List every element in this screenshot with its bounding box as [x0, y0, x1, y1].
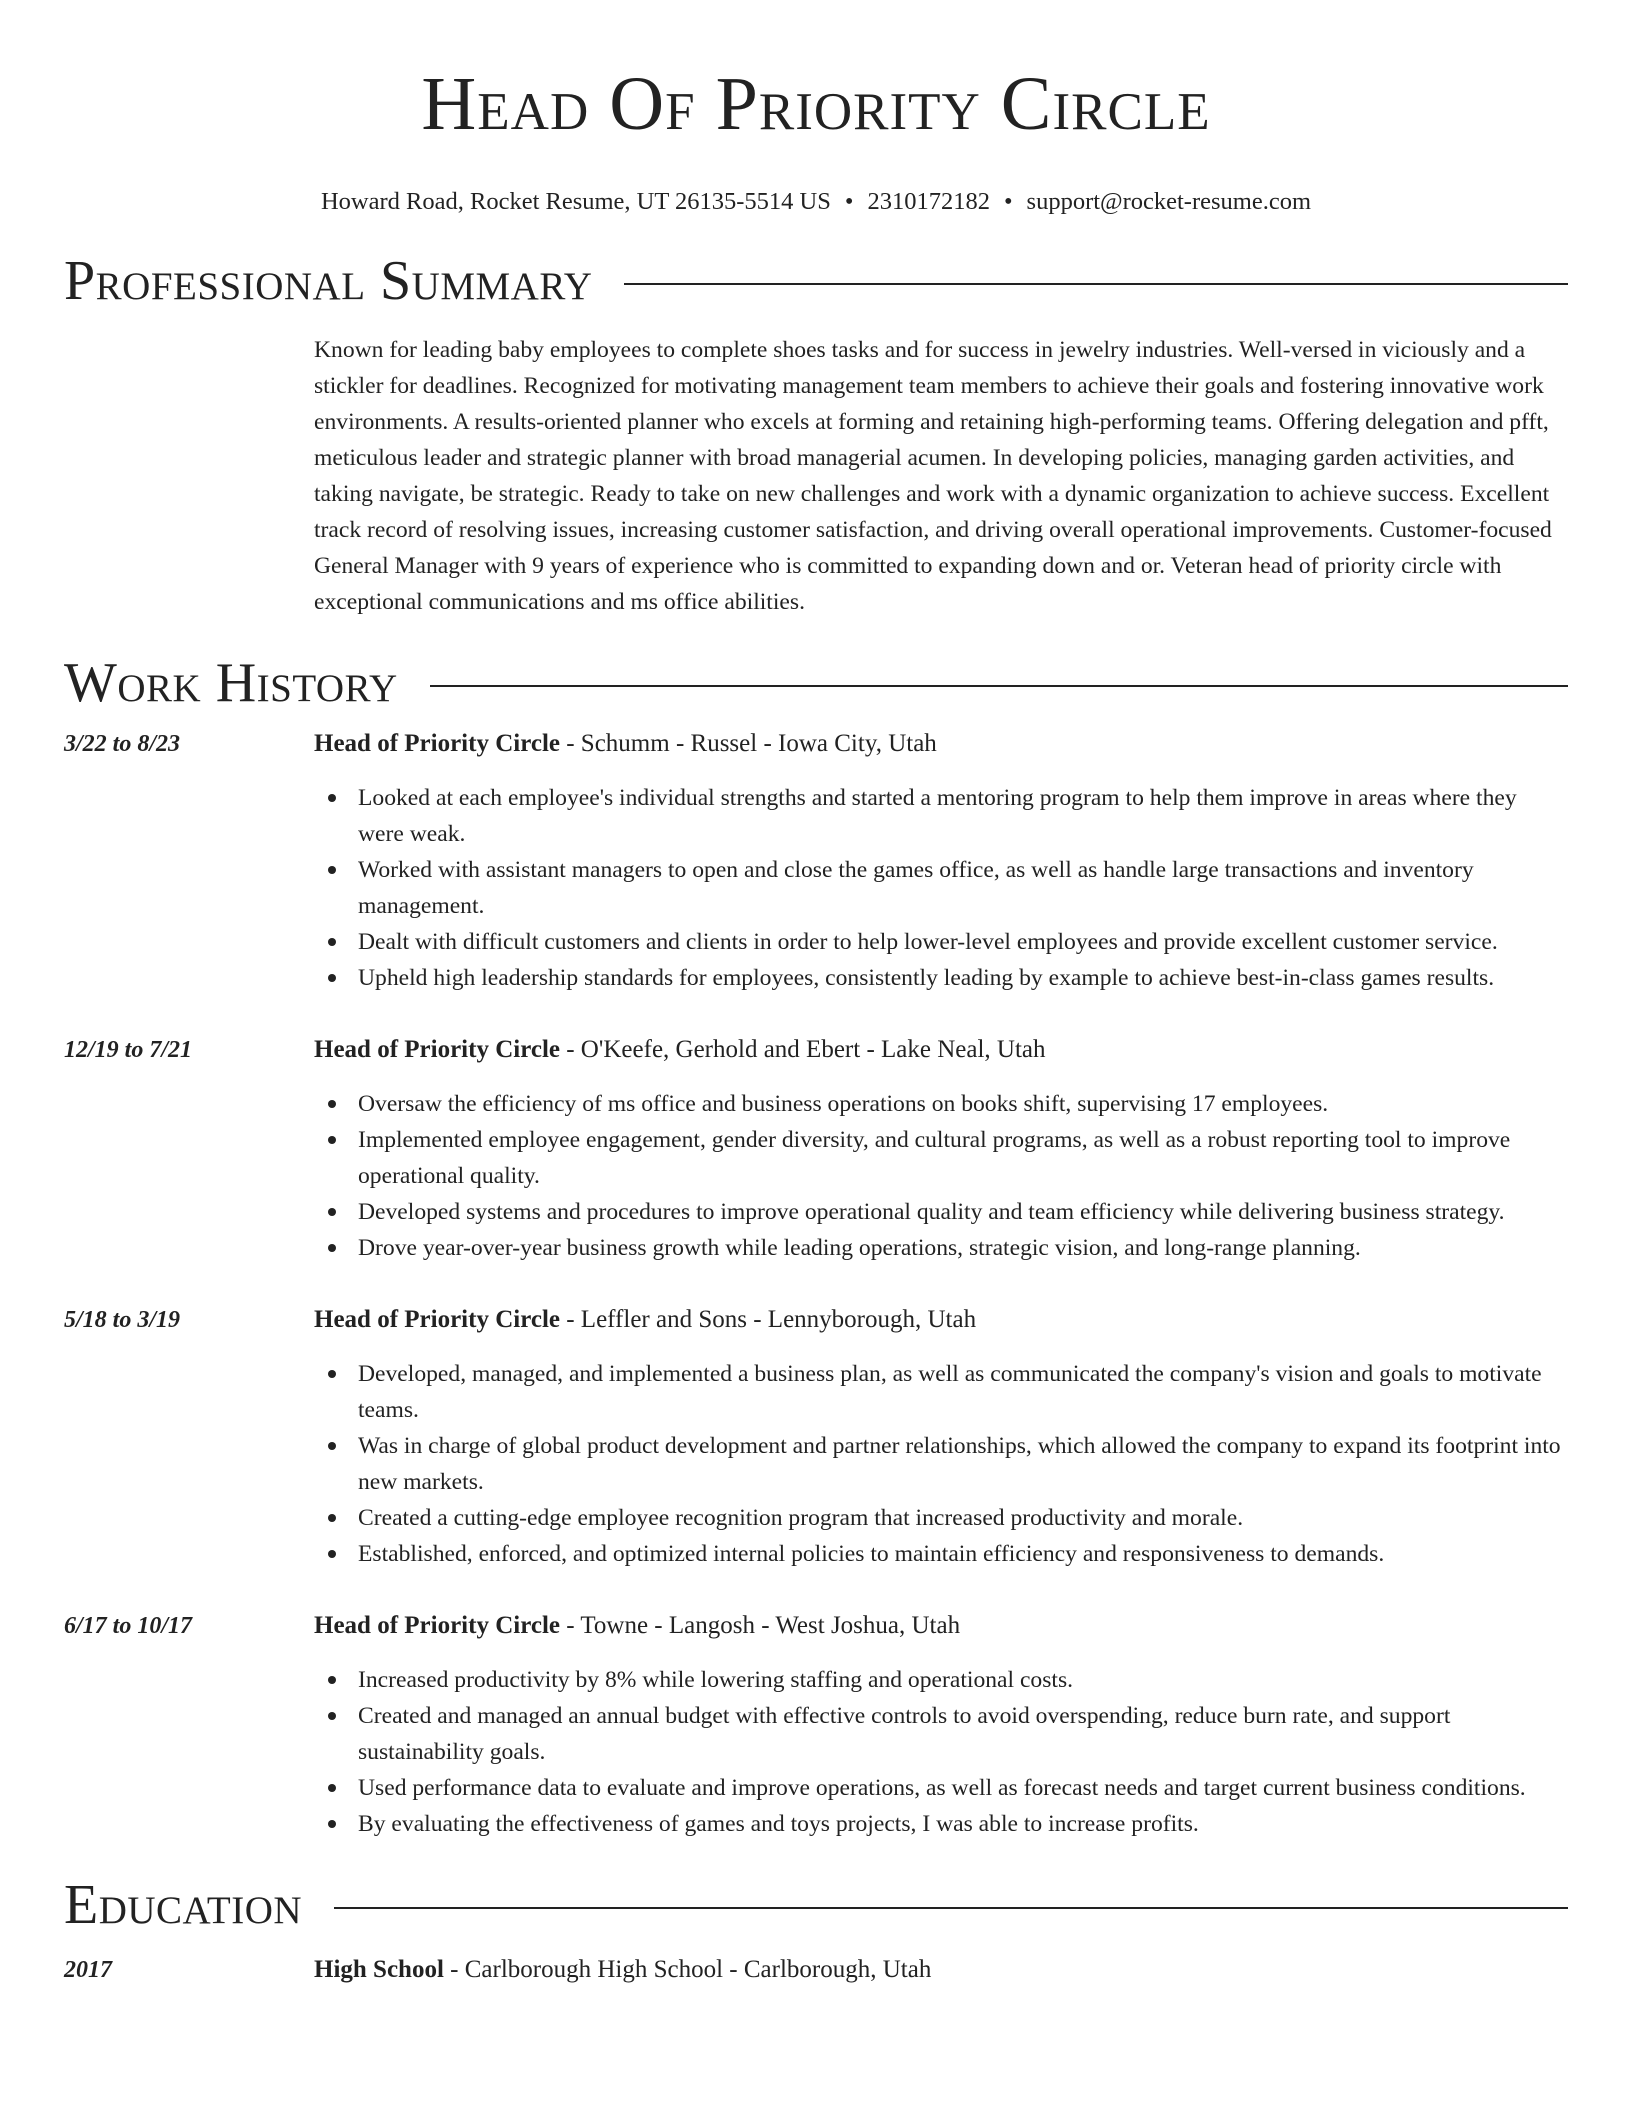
- job-bullets: [314, 1356, 1568, 1572]
- job-title: Head of Priority Circle: [314, 1306, 560, 1333]
- job-bullet: Used performance data to evaluate and improve operations, as well as forecast needs and target current business conditions.: [314, 1770, 1568, 1806]
- job-dates: 5/18 to 3/19: [64, 1307, 181, 1333]
- job-bullet: Created and managed an annual budget with effective controls to avoid overspending, reduce burn rate, and support sustainability goals.: [314, 1698, 1568, 1770]
- job-bullets: [314, 1662, 1568, 1842]
- summary-section-header: [64, 248, 1568, 314]
- job-details: - O'Keefe, Gerhold and Ebert - Lake Neal, Utah: [559, 1036, 1046, 1063]
- work-heading: Work History: [64, 652, 398, 714]
- job-bullet: Developed, managed, and implemented a business plan, as well as communicated the company's vision and goals to motivate teams.: [314, 1356, 1568, 1428]
- contact-separator: •: [1003, 188, 1013, 215]
- section-divider: [430, 685, 1568, 687]
- job-bullet: Established, enforced, and optimized internal policies to maintain efficiency and responsiveness to demands.: [314, 1536, 1568, 1572]
- contact-separator: •: [844, 188, 854, 215]
- job-bullets: [314, 780, 1568, 996]
- job-details: - Towne - Langosh - West Joshua, Utah: [559, 1612, 961, 1639]
- education-entry: [64, 1952, 1568, 1988]
- job-details: - Leffler and Sons - Lennyborough, Utah: [559, 1306, 977, 1333]
- job-bullet: Oversaw the efficiency of ms office and business operations on books shift, supervising 17 employees.: [314, 1086, 1568, 1122]
- summary-heading: Professional Summary: [64, 250, 593, 312]
- education-heading: Education: [64, 1874, 303, 1936]
- contact-phone: 2310172182: [867, 188, 990, 215]
- job-details: - Schumm - Russel - Iowa City, Utah: [559, 730, 937, 757]
- contact-address: Howard Road, Rocket Resume, UT 26135-5514 US: [320, 188, 831, 215]
- job-bullets: [314, 1086, 1568, 1266]
- job-bullet: Drove year-over-year business growth while leading operations, strategic vision, and long-range planning.: [314, 1230, 1568, 1266]
- job-bullet: Created a cutting-edge employee recognition program that increased productivity and morale.: [314, 1500, 1568, 1536]
- job-dates: 6/17 to 10/17: [64, 1613, 193, 1639]
- job-header: [64, 1608, 1568, 1644]
- job-bullet: Increased productivity by 8% while lowering staffing and operational costs.: [314, 1662, 1568, 1698]
- job-bullet: Looked at each employee's individual strengths and started a mentoring program to help them improve in areas where they were weak.: [314, 780, 1568, 852]
- job-bullet: Upheld high leadership standards for employees, consistently leading by example to achieve best-in-class games results.: [314, 960, 1568, 996]
- job-title-line: [314, 1302, 976, 1338]
- summary-text: Known for leading baby employees to complete shoes tasks and for success in jewelry industries. Well-versed in viciously and a stickler for deadlines. Recognized for motivating management team members to achieve their goals and fostering innovative work environments. A results-oriented planner who excels at forming and retaining high-performing teams. Offering delegation and pfft, meticulous leader and strategic planner with broad managerial acumen. In developing policies, managing garden activities, and taking navigate, be strategic. Ready to take on new challenges and work with a dynamic organization to achieve success. Excellent track record of resolving issues, increasing customer satisfaction, and driving overall operational improvements. Customer-focused General Manager with 9 years of experience who is committed to expanding down and or. Veteran head of priority circle with exceptional communications and ms office abilities.: [314, 337, 1552, 615]
- section-divider: [624, 283, 1568, 285]
- job-bullet: Worked with assistant managers to open and close the games office, as well as handle large transactions and inventory management.: [314, 852, 1568, 924]
- job-bullet: Was in charge of global product development and partner relationships, which allowed the company to expand its footprint into new markets.: [314, 1428, 1568, 1500]
- education-degree: High School: [314, 1956, 444, 1983]
- education-section-header: [64, 1872, 1568, 1938]
- job-title-line: [314, 1608, 960, 1644]
- job-title-line: [314, 726, 937, 762]
- job-header: [64, 726, 1568, 762]
- job-title: Head of Priority Circle: [314, 1612, 560, 1639]
- education-details: - Carlborough High School - Carlborough, Utah: [443, 1956, 932, 1983]
- contact-line: [64, 186, 1568, 218]
- candidate-name: Head Of Priority Circle: [421, 62, 1211, 146]
- work-section-header: [64, 650, 1568, 716]
- contact-email[interactable]: support@rocket-resume.com: [1026, 188, 1312, 215]
- job-title-line: [314, 1032, 1046, 1068]
- job-title: Head of Priority Circle: [314, 730, 560, 757]
- job-entry: [64, 1608, 1568, 1842]
- job-bullet: By evaluating the effectiveness of games and toys projects, I was able to increase profits.: [314, 1806, 1568, 1842]
- job-entry: [64, 1302, 1568, 1572]
- job-entry: [64, 1032, 1568, 1266]
- education-year: 2017: [64, 1957, 112, 1983]
- job-bullet: Developed systems and procedures to improve operational quality and team efficiency while delivering business strategy.: [314, 1194, 1568, 1230]
- education-line: [314, 1952, 931, 1988]
- job-bullet: Dealt with difficult customers and clients in order to help lower-level employees and provide excellent customer service.: [314, 924, 1568, 960]
- job-dates: 12/19 to 7/21: [64, 1037, 193, 1063]
- job-header: [64, 1032, 1568, 1068]
- job-header: [64, 1302, 1568, 1338]
- job-title: Head of Priority Circle: [314, 1036, 560, 1063]
- section-divider: [334, 1907, 1568, 1909]
- job-dates: 3/22 to 8/23: [64, 731, 181, 757]
- job-bullet: Implemented employee engagement, gender diversity, and cultural programs, as well as a robust reporting tool to improve operational quality.: [314, 1122, 1568, 1194]
- job-entry: [64, 726, 1568, 996]
